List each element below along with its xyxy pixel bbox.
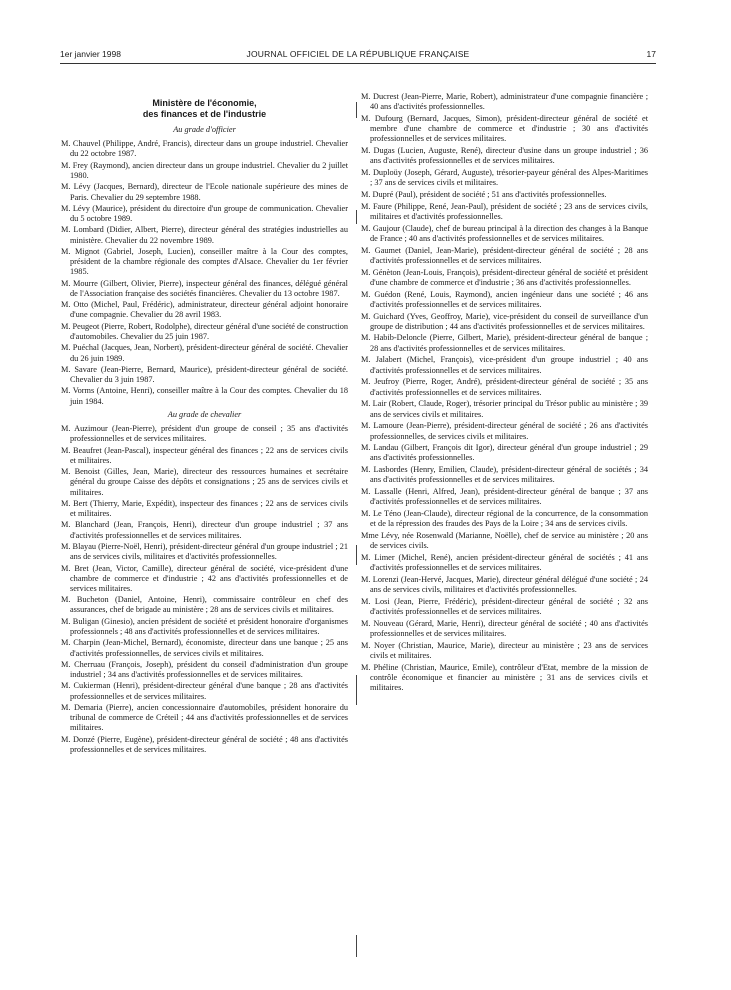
list-item: M. Buligan (Ginesio), ancien président de société et président honoraire d'organismes professionnels ; 48 ans d'activités professionnelles et de services militaires. [61,616,348,637]
list-item: M. Bret (Jean, Victor, Camille), directeur général de société, vice-président d'une chambre de commerce et d'industrie ; 42 ans d'activités professionnelles et de services militaires. [61,563,348,593]
list-item: M. Chauvel (Philippe, André, Francis), directeur dans un groupe industriel. Chevalier du 22 octobre 1987. [61,139,348,159]
list-item: M. Bucheton (Daniel, Antoine, Henri), commissaire contrôleur en chef des assurances, chef de brigade au ministère ; 28 ans de services civils et militaires. [61,595,348,615]
list-item: M. Puéchal (Jacques, Jean, Norbert), président-directeur général de société. Chevalier du 26 juin 1989. [61,343,348,363]
list-item: M. Phéline (Christian, Maurice, Emile), contrôleur d'Etat, membre de la mission de contrôle économique et financier au ministère ; 31 ans de services civils et militaires. [361,662,648,693]
list-item: M. Habib-Deloncle (Pierre, Gilbert, Marie), président-directeur général de banque ; 28 ans d'activités professionnelles et de services militaires. [361,333,648,353]
list-item: M. Lombard (Didier, Albert, Pierre), directeur général des stratégies industrielles au ministère. Chevalier du 22 novembre 1989. [61,225,348,245]
list-item: M. Dufourg (Bernard, Jacques, Simon), président-directeur général de société et membre d'une chambre de commerce et d'industrie ; 30 ans d'activités professionnelles et de services militaires. [361,113,648,144]
list-item: M. Beaufret (Jean-Pascal), inspecteur général des finances ; 22 ans de services civils et militaires. [61,445,348,465]
list-item: M. Lorenzi (Jean-Hervé, Jacques, Marie), directeur général délégué d'une société ; 24 ans de services civils, militaires et d'activités professionnelles. [361,574,648,595]
list-item: M. Lévy (Jacques, Bernard), directeur de l'Ecole nationale supérieure des mines de Paris. Chevalier du 29 septembre 1988. [61,182,348,202]
grade-chevalier-heading: Au grade de chevalier [167,409,242,419]
list-item: M. Cukierman (Henri), président-directeur général d'une banque ; 28 ans d'activités professionnelles et de services militaires. [61,681,348,701]
list-item: M. Lassalle (Henri, Alfred, Jean), président-directeur général de banque ; 37 ans d'activités professionnelles et de services militaires. [361,487,648,507]
ministry-heading [61,98,348,120]
page-header [60,46,656,62]
list-item: M. Vorms (Antoine, Henri), conseiller maître à la Cour des comptes. Chevalier du 18 juin 1984. [61,386,348,406]
list-item: M. Mourre (Gilbert, Olivier, Pierre), inspecteur général des finances, délégué général de l'Association française des sociétés financières. Chevalier du 13 octobre 1987. [61,278,348,298]
list-item: M. Limer (Michel, René), ancien président-directeur général de sociétés ; 41 ans d'activités professionnelles et de services militaires. [361,553,648,573]
list-item: M. Noyer (Christian, Maurice, Marie), directeur au ministère ; 23 ans de services civils et militaires. [361,640,648,661]
list-item: M. Lair (Robert, Claude, Roger), trésorier principal du Trésor public au ministère ; 39 ans de services civils et militaires. [361,399,648,419]
grade-officier-heading: Au grade d'officier [173,125,236,134]
list-item: M. Jalabert (Michel, François), vice-président d'un groupe industriel ; 40 ans d'activités professionnelles et de services militaires. [361,355,648,375]
list-item: M. Dupré (Paul), président de société ; 51 ans d'activités professionnelles. [361,190,607,200]
list-item: M. Peugeot (Pierre, Robert, Rodolphe), directeur général d'une société de construction d'automobiles. Chevalier du 25 juin 1987. [61,321,348,341]
list-item: M. Mignot (Gabriel, Joseph, Lucien), conseiller maître à la Cour des comptes, président de la chambre régionale des comptes d'Alsace. Chevalier du 1er février 1985. [61,246,348,277]
list-item: M. Duploüy (Joseph, Gérard, Auguste), trésorier-payeur général des Alpes-Maritimes ; 37 ans de services civils et militaires. [361,168,648,188]
list-item: M. Frey (Raymond), ancien directeur dans un groupe industriel. Chevalier du 2 juillet 1980. [61,160,348,180]
change-bar [356,102,357,118]
list-item: M. Landau (Gilbert, François dit Igor), directeur général d'un groupe industriel ; 29 ans d'activités professionnelles. [361,443,648,463]
list-item: M. Savare (Jean-Pierre, Bernard, Maurice), président-directeur général de société. Chevalier du 3 juin 1987. [61,364,348,385]
header-rule [60,63,656,64]
ministry-line-2: des finances et de l'industrie [142,109,267,119]
list-item: M. Lasbordes (Henry, Emilien, Claude), président-directeur général de sociétés ; 34 ans d'activités professionnelles et de services militaires. [361,465,648,485]
list-item: M. Nouveau (Gérard, Marie, Henri), directeur général de société ; 40 ans d'activités professionnelles et de services militaires. [361,618,648,639]
list-item: M. Génèton (Jean-Louis, François), président-directeur général de société et président d'une chambre de commerce et d'industrie ; 36 ans d'activités professionnelles. [361,267,648,287]
page-number: 17 [646,49,656,59]
left-column [61,92,348,756]
officier-list [61,139,348,407]
change-bar [356,545,357,565]
list-item: M. Benoist (Gilles, Jean, Marie), directeur des ressources humaines et secrétaire général du groupe Caisse des dépôts et consignations ; 25 ans de services civils et militaires. [61,467,348,497]
list-item: M. Ducrest (Jean-Pierre, Marie, Robert), administrateur d'une compagnie financière ; 40 ans d'activités professionnelles. [361,92,648,112]
list-item: M. Gaumet (Daniel, Jean-Marie), président-directeur général de société ; 28 ans d'activités professionnelles et de services militaires. [361,245,648,265]
right-column [361,92,648,695]
list-item: M. Charpin (Jean-Michel, Bernard), économiste, directeur dans une banque ; 25 ans d'activités professionnelles, de services civils et militaires. [61,638,348,658]
change-bar [356,210,357,224]
list-item: M. Demaria (Pierre), ancien concessionnaire d'automobiles, président honoraire du tribunal de commerce de Créteil ; 44 ans d'activités professionnelles et de services militaires. [61,703,348,733]
ministry-line-1: Ministère de l'économie, [152,98,257,108]
list-item: M. Donzé (Pierre, Eugène), président-directeur général de société ; 48 ans d'activités professionnelles et de services militaires. [61,734,348,754]
list-item: M. Guichard (Yves, Geoffroy, Marie), vice-président du conseil de surveillance d'un groupe de distribution ; 44 ans d'activités professionnelles et de services militaires. [361,311,648,331]
list-item: M. Blanchard (Jean, François, Henri), directeur d'un groupe industriel ; 37 ans d'activités professionnelles et de services militaires. [61,520,348,540]
list-item: M. Faure (Philippe, René, Jean-Paul), président de société ; 23 ans de services civils, militaires et d'activités professionnelles. [361,201,648,221]
header-date: 1er janvier 1998 [60,49,121,59]
list-item: M. Otto (Michel, Paul, Frédéric), administrateur, directeur général adjoint honoraire d'une compagnie. Chevalier du 28 avril 1983. [61,300,348,320]
chevalier-list-left [61,424,348,755]
journal-title: JOURNAL OFFICIEL DE LA RÉPUBLIQUE FRANÇAISE [246,49,470,59]
list-item: M. Guédon (René, Louis, Raymond), ancien ingénieur dans une société ; 46 ans d'activités professionnelles et de services militaires. [361,289,648,309]
list-item: M. Lamoure (Jean-Pierre), président-directeur général de société ; 26 ans d'activités professionnelles, de services civils et militaires. [361,421,648,441]
list-item: M. Bert (Thierry, Marie, Expédit), inspecteur des finances ; 22 ans de services civils et militaires. [61,498,348,519]
list-item: M. Losi (Jean, Pierre, Frédéric), président-directeur général de société ; 32 ans d'activités professionnelles et de services militaires. [361,596,648,617]
list-item: Mme Lévy, née Rosenwald (Marianne, Noëlle), chef de service au ministère ; 20 ans de services civils. [361,531,648,551]
list-item: M. Le Téno (Jean-Claude), directeur régional de la concurrence, de la consommation et de la répression des fraudes des Pays de la Loire ; 34 ans de services civils. [361,509,648,529]
list-item: M. Dugas (Lucien, Auguste, René), directeur d'usine dans un groupe industriel ; 36 ans d'activités professionnelles et de services militaires. [361,146,648,166]
list-item: M. Lévy (Maurice), président du directoire d'un groupe de communication. Chevalier du 5 octobre 1989. [61,203,348,224]
list-item: M. Auzimour (Jean-Pierre), président d'un groupe de conseil ; 35 ans d'activités professionnelles et de services militaires. [61,424,348,444]
list-item: M. Gaujour (Claude), chef de bureau principal à la direction des changes à la Banque de France ; 40 ans d'activités professionnelles et de services militaires. [361,223,648,243]
list-item: M. Jeufroy (Pierre, Roger, André), président-directeur général de société ; 35 ans d'activités professionnelles et de services militaires. [361,377,648,397]
list-item: M. Cherruau (François, Joseph), président du conseil d'administration d'un groupe industriel ; 34 ans d'activités professionnelles et de services militaires. [61,659,348,680]
list-item: M. Blayau (Pierre-Noël, Henri), président-directeur général d'un groupe industriel ; 21 ans de services civils, militaires et d'activités professionnelles. [61,541,348,562]
change-bar [356,935,357,957]
change-bar [356,675,357,705]
chevalier-list-right [361,92,648,693]
